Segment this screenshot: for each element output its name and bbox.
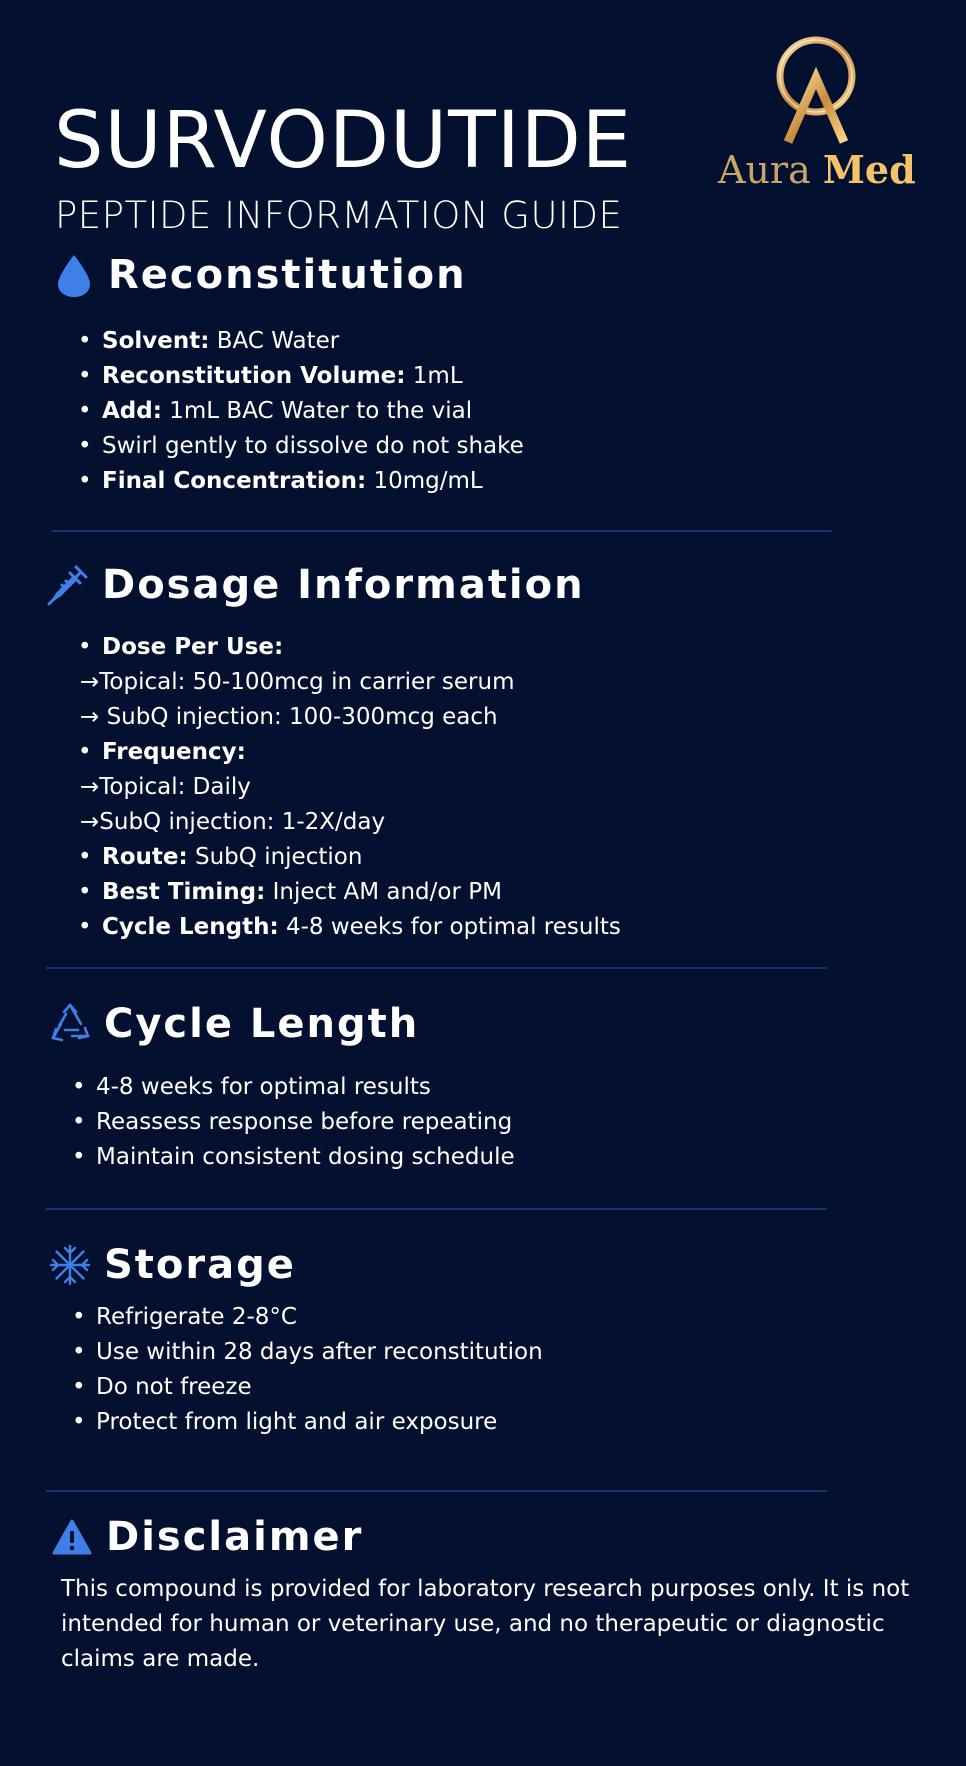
snowflake-icon <box>48 1243 92 1287</box>
disclaimer-title: Disclaimer <box>106 1514 364 1560</box>
list-item: • Use within 28 days after reconstitution <box>96 1335 543 1370</box>
section-divider <box>46 1490 827 1492</box>
cycle-title: Cycle Length <box>104 1001 420 1047</box>
list-item: • Maintain consistent dosing schedule <box>96 1140 515 1175</box>
item-label: Frequency: <box>102 739 246 765</box>
reconstitution-title: Reconstitution <box>108 252 467 298</box>
list-item <box>102 324 524 359</box>
logo-word-aura: Aura <box>718 148 811 192</box>
list-item: →Topical: 50-100mcg in carrier serum <box>80 669 515 695</box>
item-text: 4-8 weeks for optimal results <box>278 914 621 940</box>
list-item <box>102 429 524 464</box>
logo-wordmark <box>718 148 916 192</box>
page-subtitle: PEPTIDE INFORMATION GUIDE <box>55 194 623 237</box>
item-text: 1mL <box>405 363 463 389</box>
item-label: Route: <box>102 844 188 870</box>
list-item: →Topical: Daily <box>80 774 251 800</box>
item-label: Dose Per Use: <box>102 634 284 660</box>
droplet-icon <box>52 253 96 297</box>
item-text: SubQ injection <box>187 844 363 870</box>
list-item <box>102 359 524 394</box>
list-item: • Reassess response before repeating <box>96 1105 515 1140</box>
cycle-list <box>96 1070 515 1175</box>
list-item: • Protect from light and air exposure <box>96 1405 543 1440</box>
item-text: BAC Water <box>209 328 340 354</box>
page-title: SURVODUTIDE <box>54 96 633 186</box>
list-item: → SubQ injection: 100-300mcg each <box>80 704 498 730</box>
syringe-icon <box>46 563 90 607</box>
list-item <box>102 910 621 945</box>
list-item <box>102 840 621 875</box>
section-divider <box>46 967 827 969</box>
disclaimer-header <box>50 1512 363 1562</box>
storage-header <box>48 1240 296 1290</box>
warning-icon <box>50 1515 94 1559</box>
item-label: Solvent: <box>102 328 210 354</box>
item-label: Reconstitution Volume: <box>102 363 406 389</box>
list-item <box>102 735 621 770</box>
reconstitution-header <box>52 250 467 300</box>
logo-word-med: Med <box>822 147 916 192</box>
dosage-header <box>46 560 585 610</box>
list-item: • Do not freeze <box>96 1370 543 1405</box>
list-item: →SubQ injection: 1-2X/day <box>80 809 386 835</box>
item-label: Best Timing: <box>102 879 266 905</box>
list-item: • Refrigerate 2-8°C <box>96 1300 543 1335</box>
recycle-icon <box>48 1002 92 1046</box>
item-label: Final Concentration: <box>102 468 367 494</box>
item-label: Cycle Length: <box>102 914 279 940</box>
item-text: Swirl gently to dissolve do not shake <box>102 433 524 459</box>
list-item: • 4-8 weeks for optimal results <box>96 1070 515 1105</box>
item-text: Inject AM and/or PM <box>265 879 502 905</box>
aura-med-logo <box>712 36 932 196</box>
list-item <box>102 875 621 910</box>
item-text: 1mL BAC Water to the vial <box>161 398 473 424</box>
section-divider <box>52 530 832 532</box>
reconstitution-list <box>102 324 524 499</box>
disclaimer-text: This compound is provided for laboratory research purposes only. It is not intended for human or veterinary use, and no therapeutic or diagnostic claims are made. <box>61 1576 910 1672</box>
cycle-header <box>48 999 419 1049</box>
section-divider <box>46 1208 827 1210</box>
list-item <box>102 464 524 499</box>
storage-title: Storage <box>104 1242 296 1288</box>
item-text: 10mg/mL <box>366 468 483 494</box>
dosage-title: Dosage Information <box>102 562 585 608</box>
dosage-list <box>80 630 621 945</box>
storage-list <box>96 1300 543 1440</box>
logo-mark-icon <box>768 36 864 146</box>
list-item <box>102 394 524 429</box>
list-item <box>102 630 621 665</box>
item-label: Add: <box>102 398 162 424</box>
